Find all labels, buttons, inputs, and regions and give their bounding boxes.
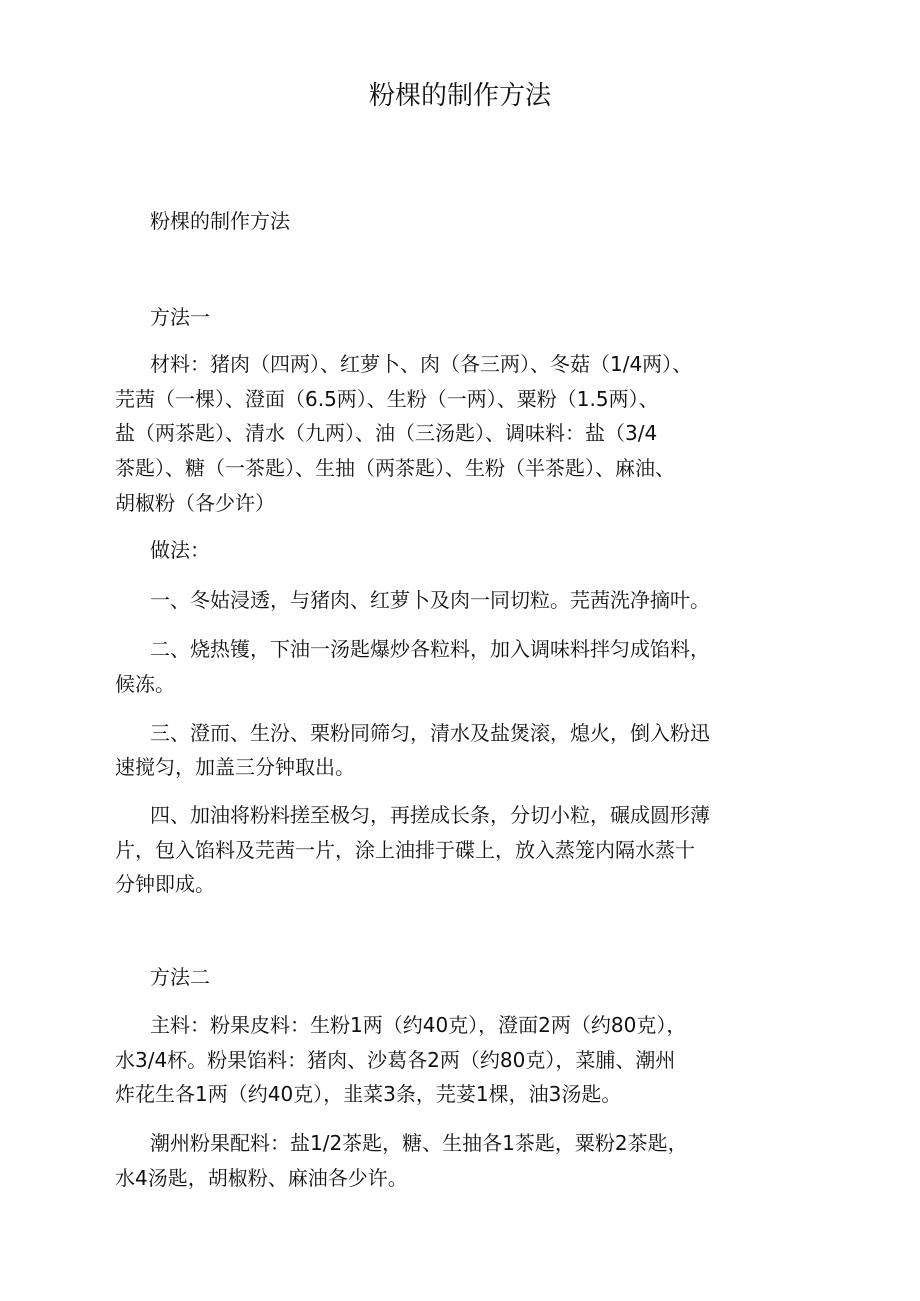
steps-label: 做法： <box>150 538 210 562</box>
step-two-line: 二、烧热镬，下油一汤匙爆炒各粒料，加入调味料拌匀成馅料， <box>150 637 710 661</box>
method-two-heading: 方法二 <box>150 965 210 989</box>
materials-line: 材料：猪肉（四两）、红萝卜、肉（各三两）、冬菇（1/4两）、 <box>150 352 693 376</box>
main-ingredients-line: 炸花生各1两（约40克），韭菜3条，芫荽1棵，油3汤匙。 <box>115 1082 622 1106</box>
step-four-line: 分钟即成。 <box>115 872 215 896</box>
step-two-line: 候冻。 <box>115 672 175 696</box>
step-four-line: 四、加油将粉料搓至极匀，再搓成长条，分切小粒，碾成圆形薄 <box>150 803 710 827</box>
seasoning-line: 水4汤匙，胡椒粉、麻油各少许。 <box>115 1166 408 1190</box>
step-three-line: 三、澄而、生汾、栗粉同筛匀，清水及盐煲滚，熄火，倒入粉迅 <box>150 721 710 745</box>
document-subtitle: 粉棵的制作方法 <box>150 209 290 233</box>
main-ingredients-line: 水3/4杯。粉果馅料：猪肉、沙葛各2两（约80克），菜脯、潮州 <box>115 1048 676 1072</box>
seasoning-line: 潮州粉果配料：盐1/2茶匙，糖、生抽各1茶匙，粟粉2茶匙， <box>150 1131 688 1155</box>
step-one-line: 一、冬姑浸透，与猪肉、红萝卜及肉一同切粒。芫茜洗净摘叶。 <box>150 588 710 612</box>
step-three-line: 速搅匀，加盖三分钟取出。 <box>115 755 355 779</box>
materials-line: 胡椒粉（各少许） <box>115 491 275 515</box>
main-ingredients-line: 主料：粉果皮料：生粉1两（约40克），澄面2两（约80克）， <box>150 1013 687 1037</box>
document-title: 粉棵的制作方法 <box>368 81 551 111</box>
step-four-line: 片，包入馅料及芫茜一片，涂上油排于碟上，放入蒸笼内隔水蒸十 <box>115 838 695 862</box>
materials-line: 芫茜（一棵）、澄面（6.5两）、生粉（一两）、粟粉（1.5两）、 <box>115 387 659 411</box>
method-one-heading: 方法一 <box>150 305 210 329</box>
materials-line: 茶匙）、糖（一茶匙）、生抽（两茶匙）、生粉（半茶匙）、麻油、 <box>115 456 675 480</box>
materials-line: 盐（两茶匙）、清水（九两）、油（三汤匙）、调味料：盐（3/4 <box>115 421 658 445</box>
